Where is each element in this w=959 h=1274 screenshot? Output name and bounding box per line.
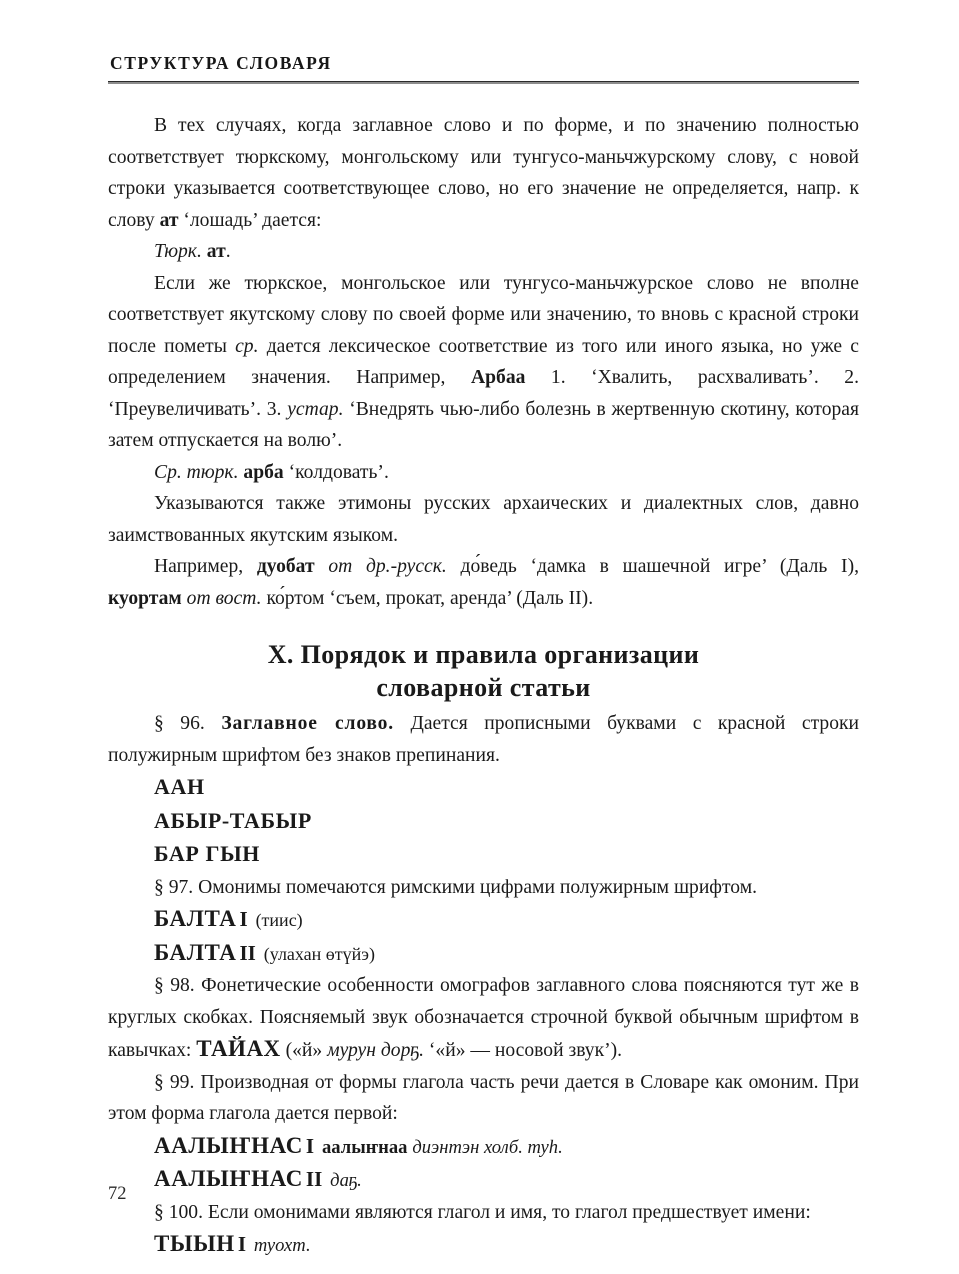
paragraph-2-text-c: 1. ‘Хвалить, расхваливать’. 2. ‘Преувеличивать’. 3. (108, 367, 859, 420)
example-turk-label: Тюрк. (154, 241, 202, 263)
example-line-sr-turk (108, 457, 859, 489)
entry-gloss: (улахан өтүйэ) (263, 943, 376, 964)
section-heading-line-1: X. Порядок и правила организации (267, 640, 700, 670)
paragraph-4-bold-kuortam: куортам (108, 587, 182, 609)
section-96-term: Заглавное слово. (221, 713, 394, 735)
entry-roman-numeral: I (239, 907, 248, 932)
paragraph-2-text-b: дается лексическое соответствие из того или иного языка, но уже с определением значения. Например, (108, 335, 859, 389)
paragraph-2-italic-sr: ср. (235, 335, 259, 357)
paragraph-2-bold-arbaa: Арбаа (470, 367, 526, 389)
entry-headword: БАЛТА (154, 906, 237, 932)
example-line-turk (108, 236, 859, 268)
section-98-paragraph (108, 970, 859, 1067)
paragraph-4-text-b: до́ведь ‘дамка в шашечной игре’ (Даль I), (446, 556, 859, 578)
section-98-text-b: («й» (280, 1040, 328, 1062)
entry-aan (108, 771, 859, 805)
paragraph-2-text-a: Если же тюркское, монгольское или тунгусо-маньчжурское слово не вполне соответствует якутскому слову по своей форме или значению, то вновь с красной строки после пометы (108, 272, 859, 357)
paragraph-1-text-b: ‘лошадь’ дается: (178, 209, 322, 231)
entry-gloss: (тиис) (255, 910, 303, 931)
paragraph-1 (108, 110, 859, 236)
entry-italic-note: диэнтэн холб. туһ. (412, 1136, 563, 1158)
page-number: 72 (108, 1184, 127, 1204)
paragraph-4-text-c: ко́ртом ‘съем, прокат, аренда’ (Даль II). (261, 587, 594, 609)
header-rule (108, 81, 859, 84)
paragraph-2 (108, 268, 859, 457)
entry-tyyn-1 (108, 1228, 859, 1262)
section-96-paragraph (108, 708, 859, 771)
running-head: СТРУКТУРА СЛОВАРЯ (110, 53, 332, 73)
entry-roman-numeral: I (237, 1232, 246, 1257)
paragraph-4-italic-ot-vost: от вост. (186, 587, 262, 609)
entry-roman-numeral: I (305, 1133, 315, 1158)
paragraph-2-text-d: ‘Внедрять чью-либо болезнь в жертвенную скотину, которая затем отпускается на волю’. (108, 398, 860, 452)
example-turk-tail: . (225, 241, 231, 263)
entry-italic-note: даҕ. (330, 1170, 362, 1192)
section-100-text: Если омонимами являются глагол и имя, то глагол предшествует имени: (202, 1201, 811, 1223)
example-turk-word: ат (206, 241, 226, 263)
section-99-number: § 99. (154, 1071, 195, 1093)
section-97-text: Омонимы помечаются римскими цифрами полужирным шрифтом. (193, 876, 758, 898)
entry-balta-2 (108, 937, 859, 971)
section-heading-line-2: словарной статьи (376, 673, 591, 703)
section-98-number: § 98. (154, 975, 195, 997)
entry-aalyngnas-1 (108, 1130, 859, 1164)
entry-aalyngnas-2 (108, 1163, 859, 1197)
entry-headword: АБЫР-ТАБЫР (154, 807, 312, 833)
section-98-text-c: ‘«й» — носовой звук’). (424, 1040, 623, 1062)
entry-headword: ААН (154, 774, 205, 800)
example-sr-turk-label: Ср. тюрк. (154, 461, 239, 483)
paragraph-3: Указываются также этимоны русских архаических и диалектных слов, давно заимствованных якутским языком. (108, 493, 859, 546)
paragraph-1-bold-term: ат (159, 209, 179, 231)
entry-roman-numeral: II (239, 940, 256, 965)
section-97-paragraph (108, 872, 859, 904)
paragraph-4-italic-ot-dr-russk: от др.-русск. (328, 556, 447, 578)
text-column (108, 110, 859, 1262)
section-heading (108, 638, 859, 704)
example-sr-turk-word: арба (243, 461, 284, 483)
section-98-headword-tajah: ТАЙАХ (196, 1036, 281, 1062)
section-96-number: § 96. (154, 713, 205, 735)
entry-headword: ААЛЫҤНАС (154, 1166, 303, 1192)
section-96-text: Дается прописными буквами с красной строки полужирным шрифтом без знаков препинания. (108, 713, 859, 766)
section-99-paragraph (108, 1067, 859, 1130)
section-97-number: § 97. (154, 876, 194, 898)
section-100-number: § 100. (154, 1201, 203, 1223)
entry-headword: ТЫЫН (154, 1231, 235, 1257)
entry-bold-subform: аалыҥнаа (322, 1136, 408, 1158)
entry-italic-note: туохт. (253, 1235, 311, 1257)
section-99-text: Производная от формы глагола часть речи дается в Словаре как омоним. При этом форма глагола дается первой: (108, 1071, 859, 1125)
entry-roman-numeral: II (305, 1167, 323, 1192)
section-98-text-a: Фонетические особенности омографов заглавного слова поясняются тут же в круглых скобках. Поясняемый звук обозначается строчной буквой обычным шрифтом в кавычках: (108, 975, 859, 1062)
example-sr-turk-gloss: ‘колдовать’. (288, 461, 389, 483)
paragraph-1-text-a: В тех случаях, когда заглавное слово и по форме, и по значению полностью соответствует тюркскому, монгольскому или тунгусо-маньчжурскому слову, с новой строки указывается соответствующее слово, но его значение не определяется, напр. к слову (108, 115, 859, 231)
entry-balta-1 (108, 903, 859, 937)
section-100-paragraph (108, 1197, 859, 1229)
paragraph-4 (108, 551, 859, 614)
entry-bar-gyn (108, 838, 859, 872)
entry-headword: БАР ГЫН (154, 841, 260, 867)
entry-abyr-tabyr (108, 805, 859, 839)
paragraph-2-italic-ustar: устар. (287, 398, 344, 420)
entry-headword: ААЛЫҤНАС (154, 1132, 303, 1158)
paragraph-4-text-a: Например, (154, 556, 257, 578)
paragraph-4-bold-duobat: дуобат (256, 556, 315, 578)
entry-headword: БАЛТА (154, 939, 237, 965)
section-98-italic-murun-dorg: мурун дорҕ. (327, 1040, 424, 1062)
